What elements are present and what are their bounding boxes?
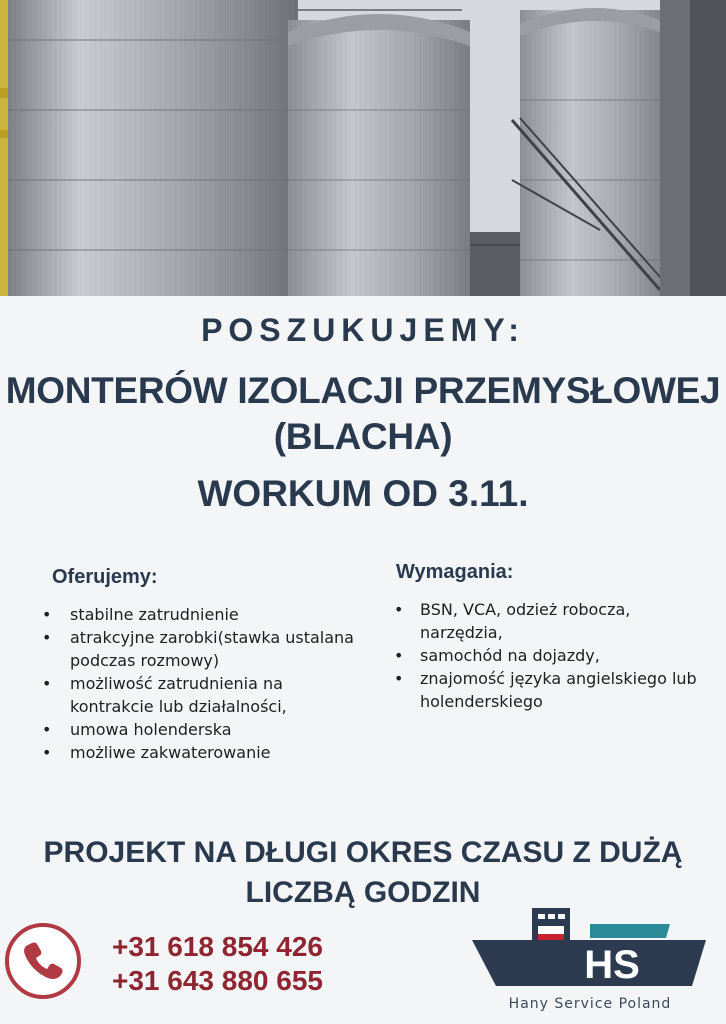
project-headline-line2: LICZBĄ GODZIN (245, 876, 481, 909)
requirements-heading: Wymagania: (396, 561, 514, 583)
company-logo (470, 906, 710, 990)
offer-heading: Oferujemy: (52, 566, 158, 588)
requirements-list (390, 598, 710, 713)
phone-number-1[interactable]: +31 618 854 426 (112, 931, 323, 962)
offer-item: • atrakcyjne zarobki(stawka ustalana podczas rozmowy) (30, 626, 370, 672)
hero-photo-silos (0, 0, 726, 296)
requirement-item: • samochód na dojazdy, (390, 644, 710, 667)
headline-title-line2: (BLACHA) (273, 416, 453, 457)
phone-icon (4, 922, 82, 1000)
offer-item: • umowa holenderska (30, 718, 370, 741)
phone-number-2[interactable]: +31 643 880 655 (112, 965, 323, 996)
requirement-item: • BSN, VCA, odzież robocza, narzędzia, (390, 598, 710, 644)
logo-initials: HS (584, 943, 640, 987)
logo-caption: Hany Service Poland (508, 996, 672, 1012)
offer-item: • możliwe zakwaterowanie (30, 741, 370, 764)
offer-list (30, 603, 370, 764)
silos-illustration (0, 0, 726, 296)
offer-item: • możliwość zatrudnienia na kontrakcie lub działalności, (30, 672, 370, 718)
phone-numbers (112, 930, 323, 998)
requirement-item: • znajomość języka angielskiego lub holenderskiego (390, 667, 710, 713)
headline-title-line1: MONTERÓW IZOLACJI PRZEMYSŁOWEJ (5, 370, 721, 411)
project-headline-line1: PROJEKT NA DŁUGI OKRES CZASU Z DUŻĄ (43, 836, 683, 869)
headline-subtitle: POSZUKUJEMY: (201, 312, 525, 348)
headline-title (0, 368, 726, 460)
requirements-section (390, 561, 710, 713)
offer-section (30, 566, 370, 764)
headline-location-date: WORKUM OD 3.11. (197, 473, 529, 514)
project-headline (0, 833, 726, 913)
offer-item: • stabilne zatrudnienie (30, 603, 370, 626)
